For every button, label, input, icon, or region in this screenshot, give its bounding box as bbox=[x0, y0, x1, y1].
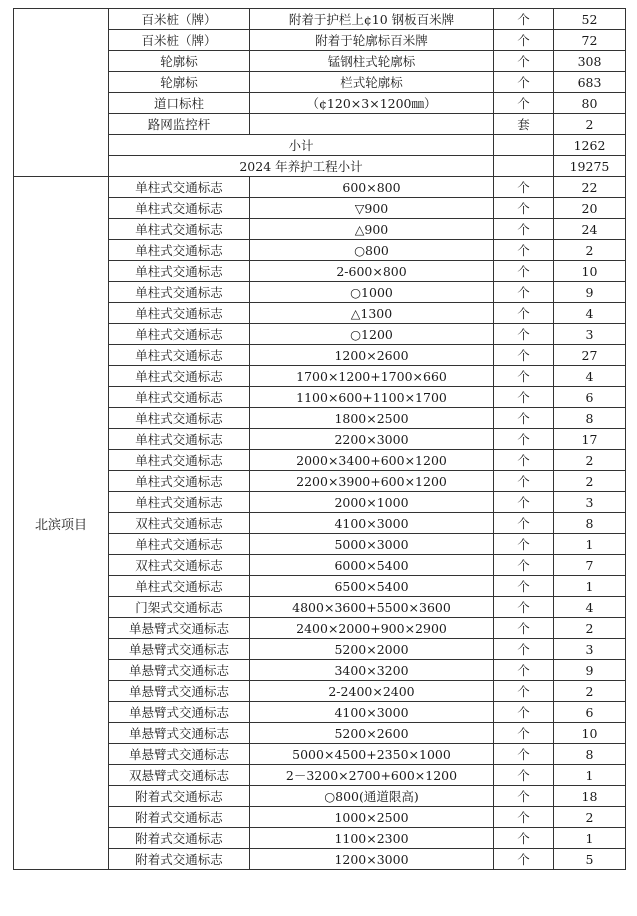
sign-spec-cell: 6000×5400 bbox=[250, 555, 494, 576]
sign-qty-cell: 20 bbox=[554, 198, 626, 219]
item-unit-cell: 个 bbox=[494, 9, 554, 30]
sign-spec-cell: 2000×3400+600×1200 bbox=[250, 450, 494, 471]
sign-qty-cell: 22 bbox=[554, 177, 626, 198]
item-spec-cell: （¢120×3×1200㎜） bbox=[250, 93, 494, 114]
sign-qty-cell: 6 bbox=[554, 387, 626, 408]
sign-type-cell: 单柱式交通标志 bbox=[109, 261, 250, 282]
item-name-cell: 百米桩（牌） bbox=[109, 9, 250, 30]
sign-unit-cell: 个 bbox=[494, 240, 554, 261]
sign-spec-cell: 4100×3000 bbox=[250, 702, 494, 723]
sign-spec-cell: 4800×3600+5500×3600 bbox=[250, 597, 494, 618]
year-subtotal-value: 19275 bbox=[554, 156, 626, 177]
sign-type-cell: 单柱式交通标志 bbox=[109, 450, 250, 471]
sign-qty-cell: 2 bbox=[554, 618, 626, 639]
year-subtotal-unit-cell bbox=[494, 156, 554, 177]
sign-unit-cell: 个 bbox=[494, 744, 554, 765]
sign-type-cell: 附着式交通标志 bbox=[109, 807, 250, 828]
sign-unit-cell: 个 bbox=[494, 618, 554, 639]
sign-spec-cell: ○800 bbox=[250, 240, 494, 261]
sign-type-cell: 单悬臂式交通标志 bbox=[109, 639, 250, 660]
sign-unit-cell: 个 bbox=[494, 828, 554, 849]
item-name-cell: 路网监控杆 bbox=[109, 114, 250, 135]
sign-qty-cell: 2 bbox=[554, 471, 626, 492]
sign-unit-cell: 个 bbox=[494, 849, 554, 870]
item-unit-cell: 个 bbox=[494, 93, 554, 114]
sign-type-cell: 单柱式交通标志 bbox=[109, 324, 250, 345]
sign-type-cell: 附着式交通标志 bbox=[109, 786, 250, 807]
sign-spec-cell: △1300 bbox=[250, 303, 494, 324]
sign-qty-cell: 17 bbox=[554, 429, 626, 450]
sign-qty-cell: 6 bbox=[554, 702, 626, 723]
sign-qty-cell: 2 bbox=[554, 240, 626, 261]
item-name-cell: 轮廓标 bbox=[109, 51, 250, 72]
item-qty-cell: 52 bbox=[554, 9, 626, 30]
item-spec-cell: 附着于轮廓标百米牌 bbox=[250, 30, 494, 51]
sign-type-cell: 单柱式交通标志 bbox=[109, 345, 250, 366]
item-name-cell: 百米桩（牌） bbox=[109, 30, 250, 51]
sign-qty-cell: 2 bbox=[554, 807, 626, 828]
sign-spec-cell: 2200×3000 bbox=[250, 429, 494, 450]
sign-unit-cell: 个 bbox=[494, 303, 554, 324]
sign-qty-cell: 9 bbox=[554, 282, 626, 303]
sign-type-cell: 单柱式交通标志 bbox=[109, 429, 250, 450]
sign-type-cell: 单柱式交通标志 bbox=[109, 198, 250, 219]
sign-qty-cell: 8 bbox=[554, 744, 626, 765]
sign-type-cell: 单柱式交通标志 bbox=[109, 282, 250, 303]
sign-unit-cell: 个 bbox=[494, 534, 554, 555]
sign-type-cell: 单柱式交通标志 bbox=[109, 366, 250, 387]
sign-qty-cell: 1 bbox=[554, 828, 626, 849]
sign-unit-cell: 个 bbox=[494, 219, 554, 240]
sign-unit-cell: 个 bbox=[494, 324, 554, 345]
sign-type-cell: 单悬臂式交通标志 bbox=[109, 744, 250, 765]
sign-unit-cell: 个 bbox=[494, 450, 554, 471]
sign-qty-cell: 8 bbox=[554, 513, 626, 534]
sign-type-cell: 单柱式交通标志 bbox=[109, 408, 250, 429]
sign-unit-cell: 个 bbox=[494, 723, 554, 744]
sign-type-cell: 双柱式交通标志 bbox=[109, 513, 250, 534]
quantity-table bbox=[13, 8, 626, 870]
sign-unit-cell: 个 bbox=[494, 702, 554, 723]
item-qty-cell: 80 bbox=[554, 93, 626, 114]
top-group-cell bbox=[14, 9, 109, 177]
item-name-cell: 轮廓标 bbox=[109, 72, 250, 93]
project-group-label: 北滨项目 bbox=[14, 177, 109, 870]
table-row bbox=[14, 9, 626, 30]
sign-unit-cell: 个 bbox=[494, 345, 554, 366]
sign-spec-cell: 5200×2000 bbox=[250, 639, 494, 660]
sign-spec-cell: 2000×1000 bbox=[250, 492, 494, 513]
item-qty-cell: 72 bbox=[554, 30, 626, 51]
sign-spec-cell: 5200×2600 bbox=[250, 723, 494, 744]
sign-qty-cell: 5 bbox=[554, 849, 626, 870]
sign-qty-cell: 24 bbox=[554, 219, 626, 240]
sign-spec-cell: ○800(通道限高) bbox=[250, 786, 494, 807]
sign-qty-cell: 2 bbox=[554, 681, 626, 702]
sign-qty-cell: 1 bbox=[554, 765, 626, 786]
sign-type-cell: 门架式交通标志 bbox=[109, 597, 250, 618]
sign-spec-cell: ▽900 bbox=[250, 198, 494, 219]
subtotal-label: 小计 bbox=[109, 135, 494, 156]
sign-unit-cell: 个 bbox=[494, 429, 554, 450]
sign-spec-cell: 2200×3900+600×1200 bbox=[250, 471, 494, 492]
item-spec-cell: 锰钢柱式轮廓标 bbox=[250, 51, 494, 72]
item-name-cell: 道口标柱 bbox=[109, 93, 250, 114]
sign-type-cell: 双柱式交通标志 bbox=[109, 555, 250, 576]
sign-unit-cell: 个 bbox=[494, 807, 554, 828]
sign-type-cell: 单悬臂式交通标志 bbox=[109, 702, 250, 723]
sign-qty-cell: 9 bbox=[554, 660, 626, 681]
sign-type-cell: 单柱式交通标志 bbox=[109, 219, 250, 240]
sign-type-cell: 单柱式交通标志 bbox=[109, 492, 250, 513]
sign-qty-cell: 4 bbox=[554, 366, 626, 387]
sign-qty-cell: 1 bbox=[554, 576, 626, 597]
sign-qty-cell: 27 bbox=[554, 345, 626, 366]
item-unit-cell: 套 bbox=[494, 114, 554, 135]
sign-qty-cell: 18 bbox=[554, 786, 626, 807]
sign-unit-cell: 个 bbox=[494, 786, 554, 807]
item-unit-cell: 个 bbox=[494, 51, 554, 72]
sign-spec-cell: 1000×2500 bbox=[250, 807, 494, 828]
sign-type-cell: 双悬臂式交通标志 bbox=[109, 765, 250, 786]
sign-spec-cell: ○1200 bbox=[250, 324, 494, 345]
item-unit-cell: 个 bbox=[494, 72, 554, 93]
sign-qty-cell: 3 bbox=[554, 492, 626, 513]
item-qty-cell: 683 bbox=[554, 72, 626, 93]
subtotal-value: 1262 bbox=[554, 135, 626, 156]
sign-unit-cell: 个 bbox=[494, 597, 554, 618]
sign-unit-cell: 个 bbox=[494, 513, 554, 534]
sign-spec-cell: 3400×3200 bbox=[250, 660, 494, 681]
table-row bbox=[14, 177, 626, 198]
sign-unit-cell: 个 bbox=[494, 681, 554, 702]
sign-type-cell: 单柱式交通标志 bbox=[109, 240, 250, 261]
sign-qty-cell: 2 bbox=[554, 450, 626, 471]
sign-spec-cell: 1100×600+1100×1700 bbox=[250, 387, 494, 408]
sign-unit-cell: 个 bbox=[494, 576, 554, 597]
sign-qty-cell: 3 bbox=[554, 639, 626, 660]
sign-type-cell: 单悬臂式交通标志 bbox=[109, 618, 250, 639]
sign-type-cell: 单柱式交通标志 bbox=[109, 387, 250, 408]
subtotal-unit-cell bbox=[494, 135, 554, 156]
sign-spec-cell: 1200×3000 bbox=[250, 849, 494, 870]
sign-spec-cell: 1700×1200+1700×660 bbox=[250, 366, 494, 387]
sign-spec-cell: 600×800 bbox=[250, 177, 494, 198]
item-spec-cell bbox=[250, 114, 494, 135]
item-spec-cell: 栏式轮廓标 bbox=[250, 72, 494, 93]
sign-spec-cell: 5000×4500+2350×1000 bbox=[250, 744, 494, 765]
sign-unit-cell: 个 bbox=[494, 261, 554, 282]
year-subtotal-label: 2024 年养护工程小计 bbox=[109, 156, 494, 177]
sign-unit-cell: 个 bbox=[494, 408, 554, 429]
sign-qty-cell: 8 bbox=[554, 408, 626, 429]
sign-unit-cell: 个 bbox=[494, 639, 554, 660]
sign-type-cell: 单悬臂式交通标志 bbox=[109, 681, 250, 702]
sign-type-cell: 单柱式交通标志 bbox=[109, 576, 250, 597]
sign-qty-cell: 7 bbox=[554, 555, 626, 576]
sign-qty-cell: 1 bbox=[554, 534, 626, 555]
item-qty-cell: 2 bbox=[554, 114, 626, 135]
item-unit-cell: 个 bbox=[494, 30, 554, 51]
sign-type-cell: 单柱式交通标志 bbox=[109, 534, 250, 555]
sign-type-cell: 单柱式交通标志 bbox=[109, 303, 250, 324]
sign-spec-cell: 4100×3000 bbox=[250, 513, 494, 534]
sign-unit-cell: 个 bbox=[494, 660, 554, 681]
sign-unit-cell: 个 bbox=[494, 765, 554, 786]
sign-unit-cell: 个 bbox=[494, 471, 554, 492]
sign-spec-cell: 2400×2000+900×2900 bbox=[250, 618, 494, 639]
item-spec-cell: 附着于护栏上¢10 钢板百米牌 bbox=[250, 9, 494, 30]
sign-type-cell: 单柱式交通标志 bbox=[109, 471, 250, 492]
sign-unit-cell: 个 bbox=[494, 555, 554, 576]
sign-spec-cell: 6500×5400 bbox=[250, 576, 494, 597]
sign-type-cell: 单柱式交通标志 bbox=[109, 177, 250, 198]
sign-qty-cell: 3 bbox=[554, 324, 626, 345]
sign-unit-cell: 个 bbox=[494, 387, 554, 408]
sign-unit-cell: 个 bbox=[494, 492, 554, 513]
sign-spec-cell: 2-600×800 bbox=[250, 261, 494, 282]
sign-spec-cell: 2－3200×2700+600×1200 bbox=[250, 765, 494, 786]
sign-spec-cell: 1200×2600 bbox=[250, 345, 494, 366]
sign-spec-cell: ○1000 bbox=[250, 282, 494, 303]
sign-spec-cell: 1800×2500 bbox=[250, 408, 494, 429]
sign-unit-cell: 个 bbox=[494, 177, 554, 198]
sign-unit-cell: 个 bbox=[494, 198, 554, 219]
item-qty-cell: 308 bbox=[554, 51, 626, 72]
sign-spec-cell: 1100×2300 bbox=[250, 828, 494, 849]
sign-spec-cell: 2-2400×2400 bbox=[250, 681, 494, 702]
sign-type-cell: 单悬臂式交通标志 bbox=[109, 660, 250, 681]
sign-qty-cell: 4 bbox=[554, 303, 626, 324]
sign-spec-cell: △900 bbox=[250, 219, 494, 240]
sign-type-cell: 单悬臂式交通标志 bbox=[109, 723, 250, 744]
sign-qty-cell: 10 bbox=[554, 261, 626, 282]
sign-qty-cell: 4 bbox=[554, 597, 626, 618]
sign-unit-cell: 个 bbox=[494, 366, 554, 387]
sign-unit-cell: 个 bbox=[494, 282, 554, 303]
sign-type-cell: 附着式交通标志 bbox=[109, 828, 250, 849]
sign-qty-cell: 10 bbox=[554, 723, 626, 744]
sign-spec-cell: 5000×3000 bbox=[250, 534, 494, 555]
sign-type-cell: 附着式交通标志 bbox=[109, 849, 250, 870]
